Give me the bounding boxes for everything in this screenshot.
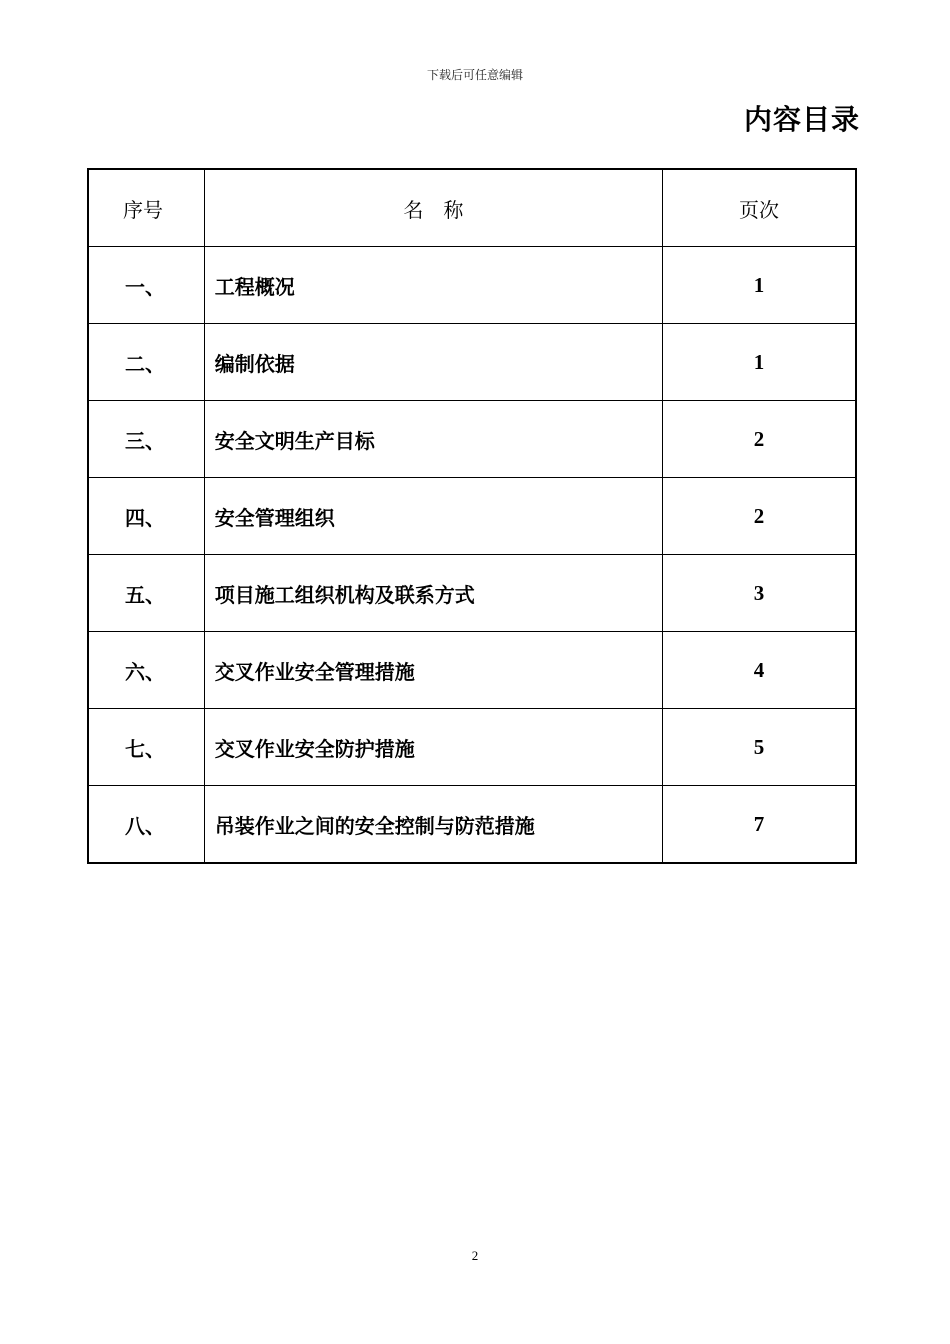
toc-row-page: 2 bbox=[662, 401, 856, 478]
toc-header-row bbox=[88, 169, 856, 247]
toc-row-page: 1 bbox=[662, 324, 856, 401]
toc-table bbox=[87, 168, 857, 864]
toc-row-number: 四、 bbox=[88, 478, 204, 555]
toc-row-name[interactable]: 交叉作业安全防护措施 bbox=[204, 709, 662, 786]
toc-row-number: 二、 bbox=[88, 324, 204, 401]
toc-row-name[interactable]: 项目施工组织机构及联系方式 bbox=[204, 555, 662, 632]
toc-row-name[interactable]: 工程概况 bbox=[204, 247, 662, 324]
toc-row-page: 1 bbox=[662, 247, 856, 324]
toc-row[interactable] bbox=[88, 478, 856, 555]
toc-row-name[interactable]: 吊装作业之间的安全控制与防范措施 bbox=[204, 786, 662, 864]
toc-row[interactable] bbox=[88, 401, 856, 478]
toc-row[interactable] bbox=[88, 555, 856, 632]
toc-row-number: 五、 bbox=[88, 555, 204, 632]
toc-row[interactable] bbox=[88, 786, 856, 864]
toc-row-name[interactable]: 编制依据 bbox=[204, 324, 662, 401]
header-note: 下载后可任意编辑 bbox=[426, 68, 523, 82]
toc-row[interactable] bbox=[88, 247, 856, 324]
toc-row-number: 八、 bbox=[88, 786, 204, 864]
page-title: 内容目录 bbox=[743, 103, 860, 136]
toc-row-number: 一、 bbox=[88, 247, 204, 324]
toc-row-page: 5 bbox=[662, 709, 856, 786]
toc-row-page: 2 bbox=[662, 478, 856, 555]
toc-row-name[interactable]: 安全文明生产目标 bbox=[204, 401, 662, 478]
toc-row-name[interactable]: 交叉作业安全管理措施 bbox=[204, 632, 662, 709]
toc-row-number: 三、 bbox=[88, 401, 204, 478]
toc-row-name[interactable]: 安全管理组织 bbox=[204, 478, 662, 555]
toc-row[interactable] bbox=[88, 709, 856, 786]
header-page: 页次 bbox=[662, 169, 856, 247]
toc-row-page: 7 bbox=[662, 786, 856, 864]
toc-row[interactable] bbox=[88, 324, 856, 401]
page-number: 2 bbox=[471, 1248, 479, 1263]
toc-row-number: 七、 bbox=[88, 709, 204, 786]
toc-row-page: 4 bbox=[662, 632, 856, 709]
header-name: 名 称 bbox=[204, 169, 662, 247]
toc-row[interactable] bbox=[88, 632, 856, 709]
header-number: 序号 bbox=[88, 169, 204, 247]
toc-row-page: 3 bbox=[662, 555, 856, 632]
toc-row-number: 六、 bbox=[88, 632, 204, 709]
